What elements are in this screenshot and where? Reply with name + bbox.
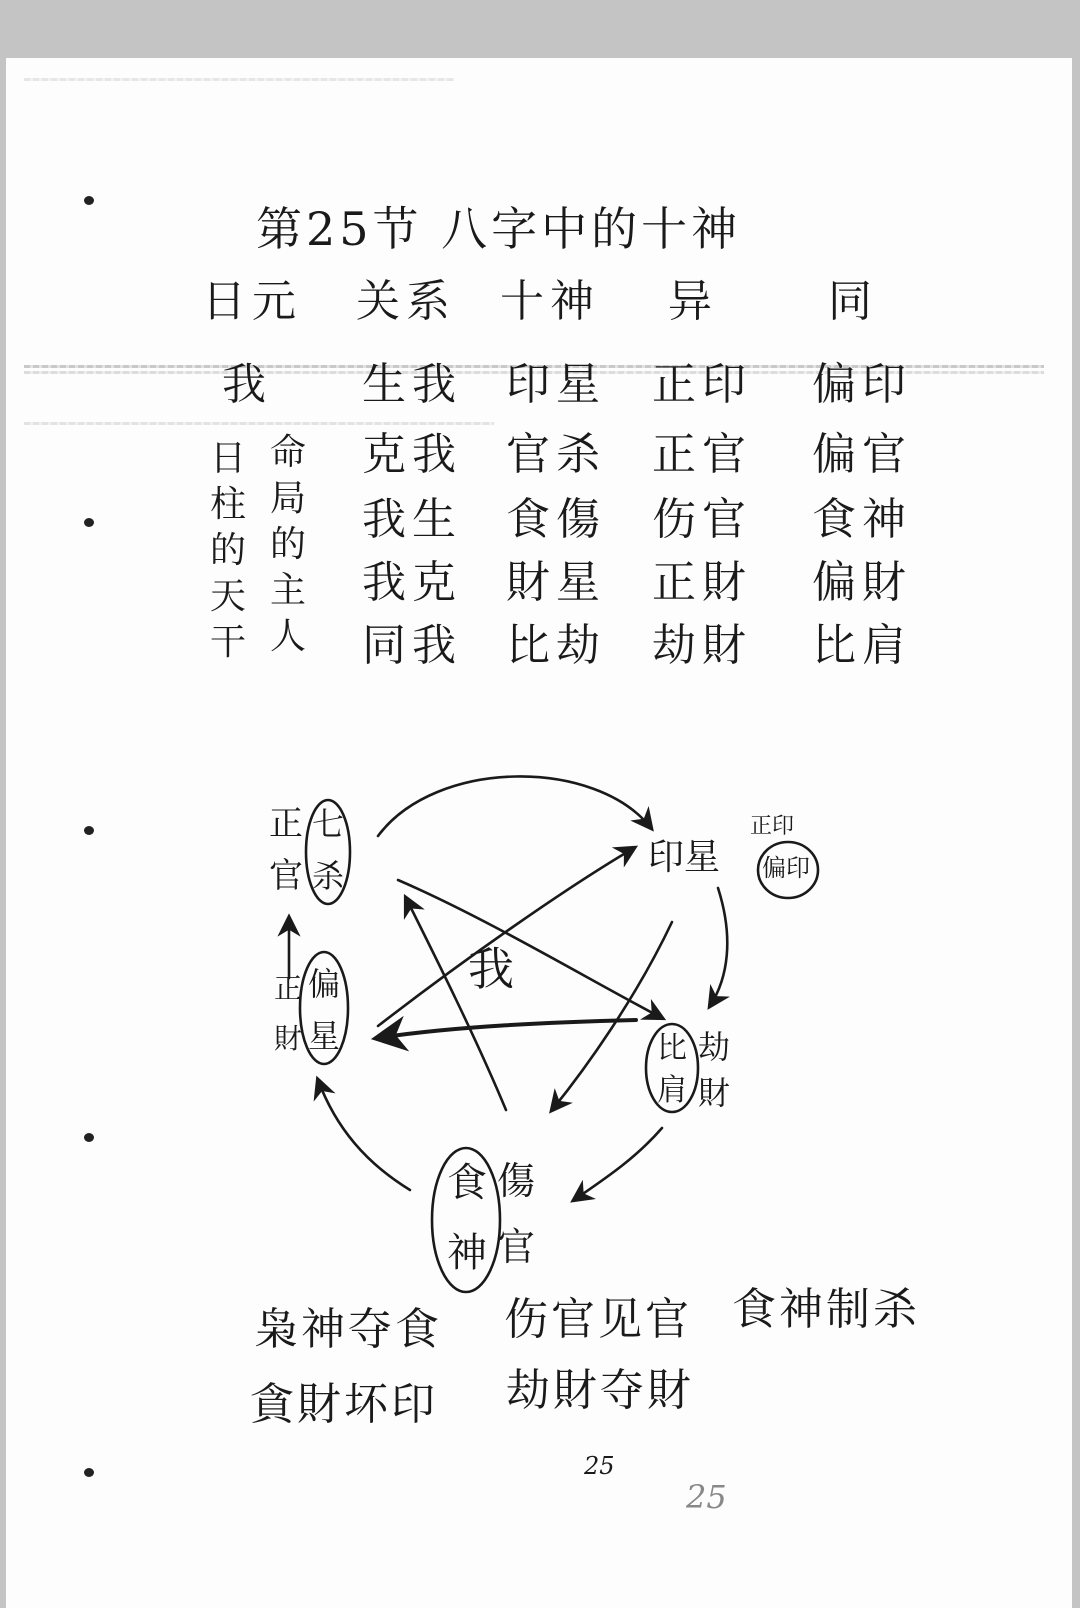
document-page — [6, 58, 1072, 1608]
label-zhengcai: 正財 — [273, 972, 302, 1055]
arc-guan-to-yin — [378, 776, 651, 836]
god-cell: 印星 — [506, 359, 606, 410]
label-zhengyin-small: 正印 — [750, 814, 795, 839]
label-bijian: 比肩 — [657, 1031, 687, 1108]
label-piancai: 偏星 — [307, 965, 340, 1055]
yi-cell: 正官 — [652, 429, 752, 480]
god-cell: 比劫 — [506, 620, 606, 671]
tong-cell: 偏財 — [812, 557, 912, 608]
star-cai-to-yin — [378, 848, 634, 1026]
arc-yin-to-jie — [710, 888, 727, 1006]
note-chart-owner: 命局的主人 — [269, 432, 306, 657]
label-zhengguan: 正官 — [269, 804, 303, 896]
diagram-center-label: 我 — [468, 942, 514, 996]
arc-jie-to-shi — [574, 1128, 662, 1200]
phrase-jiecai: 劫財夺財 — [506, 1365, 694, 1416]
yi-cell: 劫財 — [652, 620, 752, 671]
god-cell: 食傷 — [506, 494, 606, 545]
yi-cell: 正印 — [652, 359, 752, 410]
label-pianyin-small: 偏印 — [762, 854, 810, 882]
page-title: 第25节 八字中的十神 — [256, 202, 742, 256]
tong-cell: 比肩 — [812, 620, 912, 671]
header-ten-gods: 十神 — [500, 276, 600, 327]
tong-cell: 食神 — [812, 494, 912, 545]
page-number: 25 — [584, 1452, 615, 1480]
god-cell: 財星 — [506, 557, 606, 608]
label-yinxing: 印星 — [648, 837, 721, 878]
header-relation: 关系 — [356, 276, 456, 327]
tong-cell: 偏官 — [812, 429, 912, 480]
star-jie-to-cai — [378, 1020, 636, 1038]
god-cell: 官杀 — [506, 429, 606, 480]
label-shishen: 食神 — [447, 1160, 487, 1276]
star-guan-to-jie — [398, 880, 662, 1018]
phrase-shangguan: 伤官见官 — [504, 1294, 692, 1345]
label-qisha: 七杀 — [311, 805, 344, 895]
page-number-handwritten: 25 — [686, 1478, 727, 1516]
yi-cell: 伤官 — [652, 494, 752, 545]
label-shangguan: 傷官 — [496, 1159, 535, 1269]
relation-cell: 同我 — [362, 620, 462, 671]
relation-cell: 克我 — [362, 429, 462, 480]
phrase-xiaoshen: 枭神夺食 — [254, 1304, 442, 1355]
relation-cell: 生我 — [362, 359, 462, 410]
self-label: 我 — [222, 359, 272, 410]
tong-cell: 偏印 — [812, 359, 912, 410]
label-jiecai: 劫財 — [697, 1028, 730, 1112]
header-yi: 异 — [668, 276, 718, 327]
arc-shi-to-cai — [318, 1080, 410, 1190]
relation-cell: 我生 — [362, 494, 462, 545]
phrase-shishen: 食神制杀 — [732, 1284, 920, 1335]
relation-cell: 我克 — [362, 557, 462, 608]
header-riyuan: 日元 — [202, 276, 302, 327]
star-shi-to-guan — [406, 898, 506, 1110]
yi-cell: 正財 — [652, 557, 752, 608]
note-day-pillar: 日柱的天干 — [209, 438, 246, 663]
phrase-tancai: 貪財坏印 — [250, 1379, 438, 1430]
header-tong: 同 — [828, 276, 878, 327]
